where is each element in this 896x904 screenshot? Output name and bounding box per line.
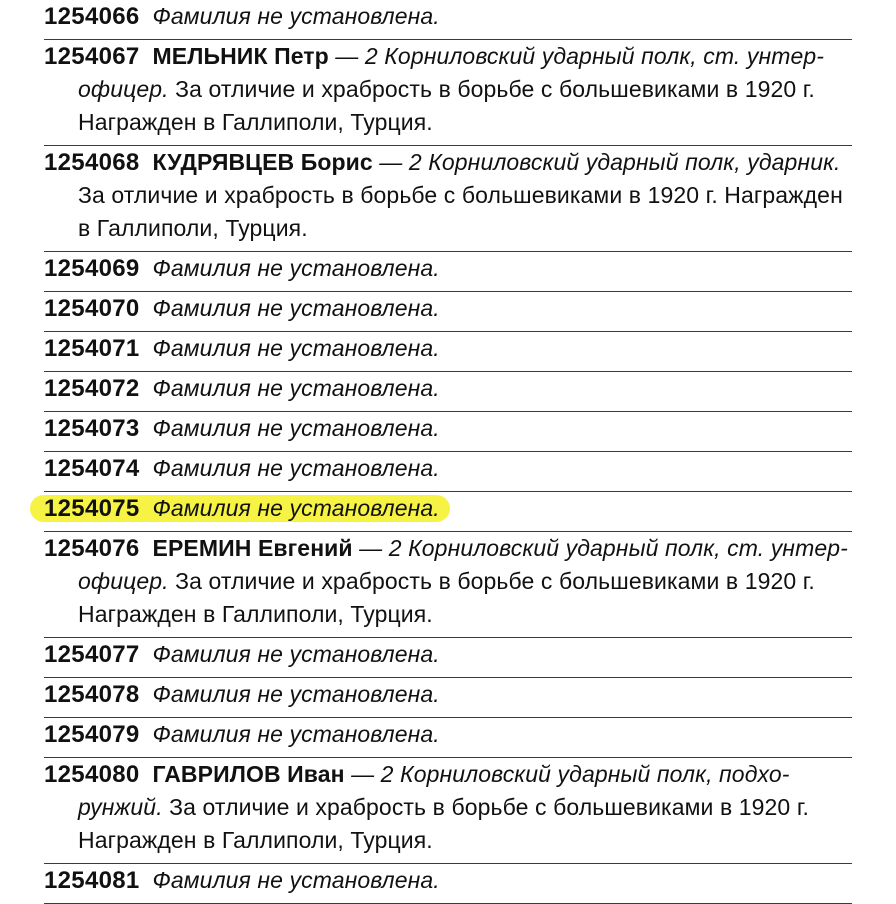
entry-line [78, 598, 433, 631]
person-name: ЕРЕМИН Евгений [152, 535, 353, 561]
italic-text: Фамилия не установлена. [152, 681, 440, 707]
italic-text: Фамилия не установлена. [152, 375, 440, 401]
italic-text: Фамилия не установлена. [152, 255, 440, 281]
entry-line [44, 758, 790, 791]
entry-line [78, 212, 308, 245]
entry-line [78, 73, 815, 106]
entry-line [44, 292, 440, 325]
italic-text: Фамилия не установлена. [152, 335, 440, 361]
entry-line [78, 791, 809, 824]
body-text: За отличие и храбрость в борьбе с большевиками в 1920 г. [168, 568, 815, 594]
record-number: 1254077 [44, 641, 140, 668]
italic-text: — 2 Корниловский ударный полк, подхо- [344, 761, 790, 787]
list-item [44, 452, 852, 492]
italic-text: Фамилия не установлена. [152, 455, 440, 481]
body-text: За отличие и храбрость в борьбе с большевиками в 1920 г. [162, 794, 809, 820]
entry-line [44, 252, 440, 285]
italic-text: рунжий. [78, 794, 163, 820]
entry-line [44, 146, 841, 179]
entry-line [44, 332, 440, 365]
record-number: 1254068 [44, 149, 140, 176]
entry-line [44, 40, 824, 73]
entry-line [78, 824, 433, 857]
italic-text: Фамилия не установлена. [152, 721, 440, 747]
body-text: в Галлиполи, Турция. [78, 215, 308, 241]
entry-line [78, 565, 815, 598]
italic-text: — 2 Корниловский ударный полк, ст. унтер- [352, 535, 848, 561]
list-item [44, 40, 852, 146]
list-item [44, 718, 852, 758]
italic-text: Фамилия не установлена. [152, 3, 440, 29]
list-item [44, 864, 852, 904]
person-name: КУДРЯВЦЕВ Борис [152, 149, 373, 175]
record-number: 1254070 [44, 295, 140, 322]
body-text: За отличие и храбрость в борьбе с большевиками в 1920 г. [168, 76, 815, 102]
italic-text: Фамилия не установлена. [152, 415, 440, 441]
entry-line [78, 179, 843, 212]
entry-line [44, 864, 440, 897]
italic-text: офицер. [78, 76, 169, 102]
list-item [44, 252, 852, 292]
italic-text: Фамилия не установлена. [152, 495, 440, 521]
record-number: 1254067 [44, 43, 140, 70]
entry-line [44, 532, 848, 565]
italic-text: офицер. [78, 568, 169, 594]
entry-line [44, 678, 440, 711]
entry-line [44, 452, 440, 485]
italic-text: — 2 Корниловский ударный полк, ударник. [372, 149, 841, 175]
entry-line [44, 412, 440, 445]
list-item [44, 638, 852, 678]
record-number: 1254069 [44, 255, 140, 282]
entry-line [44, 0, 440, 33]
list-item [44, 332, 852, 372]
record-number: 1254081 [44, 867, 140, 894]
entry-line [78, 106, 433, 139]
person-name: ГАВРИЛОВ Иван [152, 761, 345, 787]
record-number: 1254075 [44, 495, 140, 522]
body-text: За отличие и храбрость в борьбе с большевиками в 1920 г. Награжден [78, 182, 843, 208]
italic-text: Фамилия не установлена. [152, 867, 440, 893]
entry-line [44, 372, 440, 405]
body-text: Награжден в Галлиполи, Турция. [78, 827, 433, 853]
list-item [44, 492, 852, 532]
body-text: Награжден в Галлиполи, Турция. [78, 109, 433, 135]
record-number: 1254072 [44, 375, 140, 402]
record-number: 1254079 [44, 721, 140, 748]
italic-text: — 2 Корниловский ударный полк, ст. унтер- [328, 43, 825, 69]
italic-text: Фамилия не установлена. [152, 295, 440, 321]
entry-line [44, 492, 440, 525]
list-item [44, 146, 852, 252]
italic-text: Фамилия не установлена. [152, 641, 440, 667]
list-item [44, 758, 852, 864]
record-number: 1254080 [44, 761, 140, 788]
list-item [44, 678, 852, 718]
body-text: Награжден в Галлиполи, Турция. [78, 601, 433, 627]
record-number: 1254076 [44, 535, 140, 562]
record-number: 1254078 [44, 681, 140, 708]
record-number: 1254073 [44, 415, 140, 442]
record-number: 1254071 [44, 335, 140, 362]
list-item [44, 0, 852, 40]
list-item [44, 372, 852, 412]
record-number: 1254074 [44, 455, 140, 482]
entry-line [44, 638, 440, 671]
list-item [44, 412, 852, 452]
list-item [44, 532, 852, 638]
entry-line [44, 718, 440, 751]
list-item [44, 292, 852, 332]
person-name: МЕЛЬНИК Петр [152, 43, 329, 69]
record-number: 1254066 [44, 3, 140, 30]
